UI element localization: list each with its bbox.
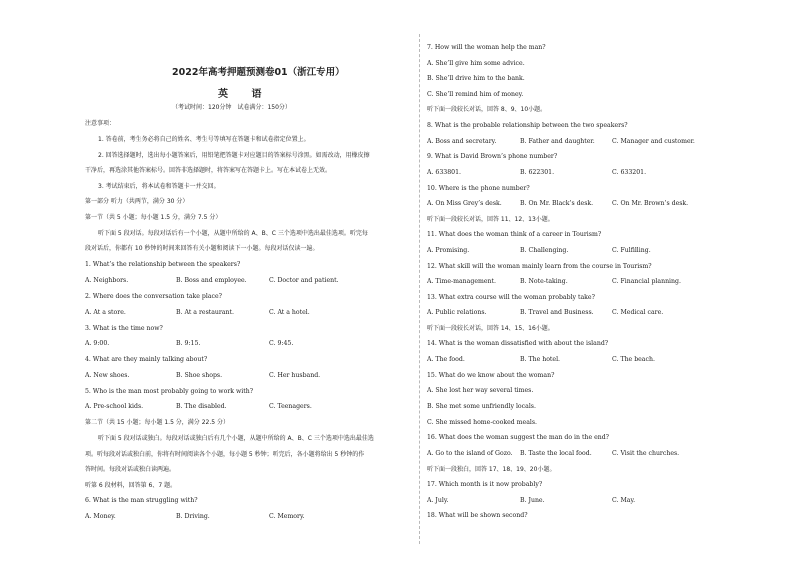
note-2-cont: 干净后，再选涂其他答案标号。回答非选择题时，将答案写在答题卡上。写在本试卷上无效。	[85, 167, 332, 174]
q6-option-b: B. Driving.	[176, 513, 210, 520]
q10-option-b: B. On Mr. Black’s desk.	[520, 200, 594, 207]
q10-option-a: A. On Miss Grey’s desk.	[427, 200, 502, 207]
q6-option-a: A. Money.	[85, 513, 116, 520]
q13-option-a: A. Public relations.	[427, 309, 487, 316]
q5-option-a: A. Pre-school kids.	[85, 403, 144, 410]
q8-option-a: A. Boss and secretary.	[427, 138, 497, 145]
question-9: 9. What is David Brown’s phone number?	[427, 153, 558, 160]
q5-option-b: B. The disabled.	[176, 403, 227, 410]
q16-option-c: C. Visit the churches.	[612, 450, 680, 457]
q13-option-b: B. Travel and Business.	[520, 309, 594, 316]
q1-option-a: A. Neighbors.	[85, 277, 129, 284]
section2-instr-1: 听下面 5 段对话或独白。每段对话或独白后有几个小题，从题中所给的 A、B、C 三个选项中选出最佳选	[98, 435, 374, 442]
q14-option-c: C. The beach.	[612, 356, 655, 363]
q7-option-c: C. She’ll remind him of money.	[427, 91, 524, 98]
q9-option-b: B. 622301.	[520, 169, 555, 176]
question-2: 2. Where does the conversation take place?	[85, 293, 222, 300]
question-18: 18. What will be shown second?	[427, 512, 528, 519]
question-12: 12. What skill will the woman mainly learn from the course in Tourism?	[427, 263, 652, 270]
question-16: 16. What does the woman suggest the man do in the end?	[427, 434, 610, 441]
part1-title: 第一部分 听力（共两节，满分 30 分）	[85, 198, 189, 205]
question-8: 8. What is the probable relationship between the two speakers?	[427, 122, 628, 129]
q1-option-b: B. Boss and employee.	[176, 277, 247, 284]
note-3: 3. 考试结束后，将本试卷和答题卡一并交回。	[98, 183, 220, 190]
question-17: 17. Which month is it now probably?	[427, 481, 543, 488]
q9-option-c: C. 633201.	[612, 169, 647, 176]
question-14: 14. What is the woman dissatisfied with about the island?	[427, 340, 609, 347]
q17-option-a: A. July.	[427, 497, 449, 504]
q3-option-a: A. 9:00.	[85, 340, 110, 347]
question-5: 5. Who is the man most probably going to work with?	[85, 388, 254, 395]
q9-option-a: A. 633801.	[427, 169, 461, 176]
question-1: 1. What’s the relationship between the speakers?	[85, 261, 241, 268]
section1-title: 第一节（共 5 小题；每小题 1.5 分，满分 7.5 分）	[85, 214, 222, 221]
question-11: 11. What does the woman think of a career in Tourism?	[427, 231, 602, 238]
q7-option-a: A. She’ll give him some advice.	[427, 60, 525, 67]
question-13: 13. What extra course will the woman probably take?	[427, 294, 595, 301]
section2-instr-3: 答时间。每段对话或独白读两遍。	[85, 466, 176, 473]
q17-option-c: C. May.	[612, 497, 636, 504]
q12-option-a: A. Time-management.	[427, 278, 496, 285]
q14-option-a: A. The food.	[427, 356, 465, 363]
q1-option-c: C. Doctor and patient.	[269, 277, 339, 284]
q2-option-a: A. At a store.	[85, 309, 126, 316]
q11-option-c: C. Fulfilling.	[612, 247, 651, 254]
dialog-10-label: 听下面一段独白，回答 17、18、19、20小题。	[427, 466, 556, 473]
dialog-7-label: 听下面一段较长对话，回答 8、9、10小题。	[427, 106, 547, 113]
question-4: 4. What are they mainly talking about?	[85, 356, 208, 363]
q15-option-b: B. She met some unfriendly locals.	[427, 403, 536, 410]
dialog-9-label: 听下面一段较长对话，回答 14、15、16小题。	[427, 325, 554, 332]
q15-option-a: A. She lost her way several times.	[427, 387, 534, 394]
question-3: 3. What is the time now?	[85, 325, 163, 332]
dialog-8-label: 听下面一段较长对话，回答 11、12、13小题。	[427, 216, 554, 223]
column-divider	[419, 34, 420, 544]
question-7: 7. How will the woman help the man?	[427, 44, 546, 51]
section2-title: 第二节（共 15 小题；每小题 1.5 分，满分 22.5 分）	[85, 419, 229, 426]
q17-option-b: B. June.	[520, 497, 545, 504]
q4-option-a: A. New shoes.	[85, 372, 130, 379]
note-2: 2. 回答选择题时，选出每小题答案后，用铅笔把答题卡对应题目的答案标号涂黑。如需改动，用橡皮擦	[98, 152, 370, 159]
q4-option-c: C. Her husband.	[269, 372, 321, 379]
q7-option-b: B. She’ll drive him to the bank.	[427, 75, 525, 82]
q11-option-a: A. Promising.	[427, 247, 470, 254]
q8-option-c: C. Manager and customer.	[612, 138, 695, 145]
q5-option-c: C. Teenagers.	[269, 403, 312, 410]
q13-option-c: C. Medical care.	[612, 309, 664, 316]
question-6: 6. What is the man struggling with?	[85, 497, 198, 504]
q12-option-c: C. Financial planning.	[612, 278, 681, 285]
q3-option-c: C. 9:45.	[269, 340, 294, 347]
q10-option-c: C. On Mr. Brown’s desk.	[612, 200, 689, 207]
exam-title: 2022年高考押题预测卷01（浙江专用）	[172, 67, 345, 78]
q16-option-a: A. Go to the island of Gozo.	[427, 450, 513, 457]
q3-option-b: B. 9:15.	[176, 340, 201, 347]
q6-option-c: C. Memory.	[269, 513, 305, 520]
section1-instr-1: 听下面 5 段对话。每段对话后有一个小题，从题中所给的 A、B、C 三个选项中选出最佳选项。听完每	[98, 230, 368, 237]
question-10: 10. Where is the phone number?	[427, 185, 530, 192]
section2-instr-2: 项。听每段对话或独白前，你将有时间阅读各个小题，每小题 5 秒钟；听完后，各小题将给出 5 秒钟的作	[85, 451, 365, 458]
exam-info: （考试时间：120分钟 试卷满分：150分）	[172, 104, 291, 111]
q4-option-b: B. Shoe shops.	[176, 372, 223, 379]
q2-option-b: B. At a restaurant.	[176, 309, 234, 316]
note-1: 1. 答卷前，考生务必将自己的姓名、考生号等填写在答题卡和试卷指定位置上。	[98, 136, 310, 143]
q8-option-b: B. Father and daughter.	[520, 138, 595, 145]
q2-option-c: C. At a hotel.	[269, 309, 310, 316]
q16-option-b: B. Taste the local food.	[520, 450, 592, 457]
q11-option-b: B. Challenging.	[520, 247, 569, 254]
q14-option-b: B. The hotel.	[520, 356, 561, 363]
q15-option-c: C. She missed home-cooked meals.	[427, 419, 538, 426]
dialog-6-label: 听第 6 段材料，回答第 6、7 题。	[85, 482, 177, 489]
question-15: 15. What do we know about the woman?	[427, 372, 555, 379]
q12-option-b: B. Note-taking.	[520, 278, 568, 285]
subject-title: 英 语	[218, 89, 272, 100]
section1-instr-2: 段对话后，你都有 10 秒钟的时间来回答有关小题和阅读下一小题。每段对话仅读一遍。	[85, 245, 319, 252]
notes-label: 注意事项：	[85, 120, 116, 127]
